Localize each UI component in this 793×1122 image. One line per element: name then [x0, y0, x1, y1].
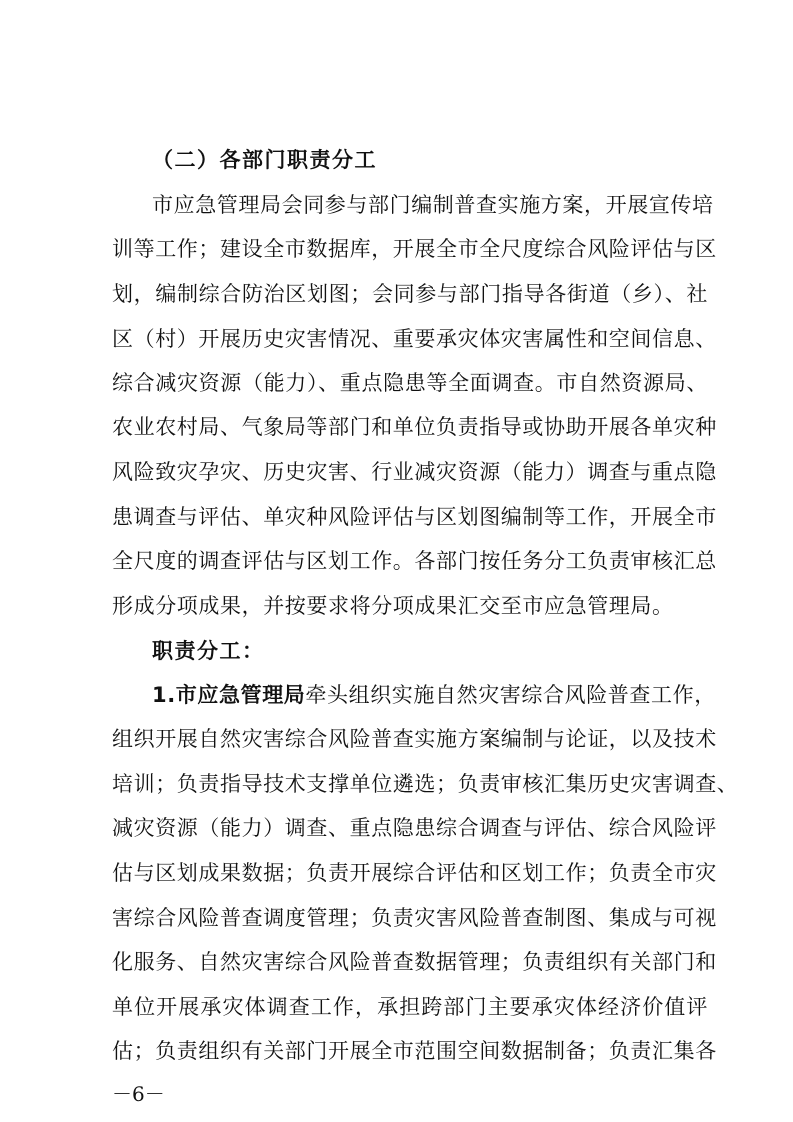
item1-line-9: 估；负责组织有关部门开展全市范围空间数据制备；负责汇集各	[112, 1039, 717, 1063]
item1-line-8: 单位开展承灾体调查工作，承担跨部门主要承灾体经济价值评	[112, 995, 708, 1019]
paragraph1-line-1: 市应急管理局会同参与部门编制普查实施方案，开展宣传培	[152, 193, 714, 217]
paragraph1-line-6: 农业农村局、气象局等部门和单位负责指导或协助开展各单灾种	[112, 415, 717, 439]
section-heading: （二）各部门职责分工	[152, 148, 377, 172]
paragraph1-line-3: 划，编制综合防治区划图；会同参与部门指导各街道（乡）、社	[112, 282, 708, 306]
paragraph1-line-9: 全尺度的调查评估与区划工作。各部门按任务分工负责审核汇总	[112, 549, 717, 573]
paragraph1-line-5: 综合减灾资源（能力）、重点隐患等全面调查。市自然资源局、	[112, 371, 708, 395]
paragraph1-line-8: 患调查与评估、单灾种风险评估与区划图编制等工作，开展全市	[112, 505, 717, 529]
paragraph1-line-7: 风险致灾孕灾、历史灾害、行业减灾资源（能力）调查与重点隐	[112, 460, 717, 484]
item1-first-line-text: 牵头组织实施自然灾害综合风险普查工作，	[305, 683, 716, 707]
paragraph1-line-2: 训等工作；建设全市数据库，开展全市全尺度综合风险评估与区	[112, 237, 717, 261]
paragraph1-line-10: 形成分项成果，并按要求将分项成果汇交至市应急管理局。	[112, 594, 674, 618]
item1-line-3: 培训；负责指导技术支撑单位遴选；负责审核汇集历史灾害调查、	[112, 772, 739, 796]
page-number: －6－	[112, 1082, 165, 1106]
item1-line-5: 估与区划成果数据；负责开展综合评估和区划工作；负责全市灾	[112, 861, 717, 885]
item1-line-6: 害综合风险普查调度管理；负责灾害风险普查制图、集成与可视	[112, 906, 717, 930]
item1-line-1	[152, 680, 716, 710]
item1-department-label: 1.市应急管理局	[152, 683, 306, 707]
item1-line-2: 组织开展自然灾害综合风险普查实施方案编制与论证，以及技术	[112, 727, 717, 751]
duties-heading: 职责分工：	[152, 639, 265, 663]
paragraph1-line-4: 区（村）开展历史灾害情况、重要承灾体灾害属性和空间信息、	[112, 327, 717, 351]
item1-line-7: 化服务、自然灾害综合风险普查数据管理；负责组织有关部门和	[112, 950, 717, 974]
item1-line-4: 减灾资源（能力）调查、重点隐患综合调查与评估、综合风险评	[112, 816, 717, 840]
